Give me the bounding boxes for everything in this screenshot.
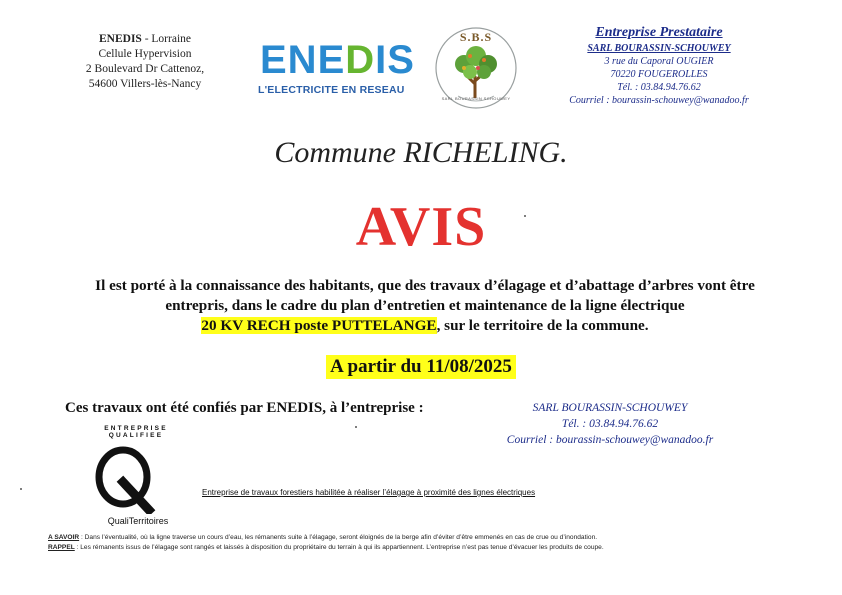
scan-speck (355, 426, 357, 428)
avis-heading: AVIS (355, 196, 487, 258)
enedis-address-line4: 54600 Villers-lès-Nancy (88, 78, 202, 90)
notice-line1: Il est porté à la connaissance des habitants, que des travaux d’élagage et d’abattage d’arbres vont être (95, 277, 755, 294)
prestataire-company: SARL BOURASSIN-SCHOUWEY (587, 43, 731, 54)
prestataire-block (548, 24, 770, 107)
quali-name: QualiTerritoires (107, 516, 169, 526)
quali-top-text (86, 425, 186, 439)
prestataire-phone: Tél. : 03.84.94.76.62 (617, 82, 701, 93)
scan-speck (20, 488, 22, 490)
contractor-email: Courriel : bourassin-schouwey@wanadoo.fr (506, 434, 714, 446)
prestataire-address1: 3 rue du Caporal OUGIER (604, 56, 714, 67)
note-rappel-text: : Les rémanents issus de l’élagage sont rangés et laissés à disposition du propriétaire du terrain à qui ils appartiennent. L’entreprise n’est pas tenue d’évacuer les produits de coupe. (74, 544, 604, 551)
enedis-address-line2: Cellule Hypervision (98, 48, 192, 60)
prestataire-email: Courriel : bourassin-schouwey@wanadoo.fr (569, 95, 749, 106)
q-letter-icon (93, 444, 157, 514)
start-date: A partir du 11/08/2025 (326, 355, 516, 379)
commune-title: Commune RICHELING. (274, 136, 568, 169)
note-rappel (48, 543, 808, 553)
enedis-tagline: L'ELECTRICITE EN RESEAU (258, 84, 405, 96)
sbs-logo-text: S.B.S (459, 30, 493, 44)
footer-notes (48, 533, 808, 553)
enedis-address-line1 (60, 32, 230, 47)
line-name-highlight: 20 KV RECH poste PUTTELANGE (201, 317, 437, 334)
notice-paragraph (40, 276, 810, 336)
enedis-wordmark-part1: ENE (260, 38, 346, 82)
note-a-savoir-key: A SAVOIR (48, 534, 80, 541)
enedis-address-line3: 2 Boulevard Dr Cattenoz, (85, 63, 205, 75)
notice-line3 (40, 316, 810, 336)
enedis-wordmark-part2: D (345, 38, 376, 82)
note-rappel-key: RAPPEL (48, 544, 75, 551)
sbs-logo (434, 26, 518, 110)
forestry-qualification: Entreprise de travaux forestiers habilitée à réaliser l’élagage à proximité des lignes électriques (202, 488, 536, 497)
notice-line3-rest: , sur le territoire de la commune. (436, 317, 649, 334)
date-block (0, 355, 842, 379)
contractor-company: SARL BOURASSIN-SCHOUWEY (532, 402, 688, 414)
enedis-name: ENEDIS (99, 33, 142, 45)
scan-speck (524, 215, 526, 217)
notice-line2: entrepris, dans le cadre du plan d’entretien et maintenance de la ligne électrique (165, 297, 685, 314)
contractor-phone: Tél. : 03.84.94.76.62 (561, 418, 659, 430)
note-a-savoir (48, 533, 808, 543)
enedis-wordmark (260, 38, 415, 82)
enedis-logo (258, 38, 415, 102)
note-a-savoir-text: : Dans l’éventualité, où la ligne traverse un cours d’eau, les rémanents suite à l’élagage, seront éloignés de la berge afin d’éviter d’être emmenés en cas de crue ou d’inondation. (79, 534, 598, 541)
quali-top-line1: ENTREPRISE (104, 425, 168, 432)
enedis-region: - Lorraine (141, 33, 191, 45)
quali-top-line2: QUALIFIEE (108, 432, 164, 439)
enedis-address-block (60, 32, 230, 92)
enedis-wordmark-part3: IS (375, 38, 415, 82)
confided-text: Ces travaux ont été confiés par ENEDIS, à l’entreprise : (65, 400, 424, 416)
contractor-block (480, 400, 740, 448)
prestataire-address2: 70220 FOUGEROLLES (610, 69, 708, 80)
prestataire-title: Entreprise Prestataire (595, 25, 723, 40)
sbs-ring-text: SARL BOURASSIN SCHOUWEY (441, 96, 511, 101)
